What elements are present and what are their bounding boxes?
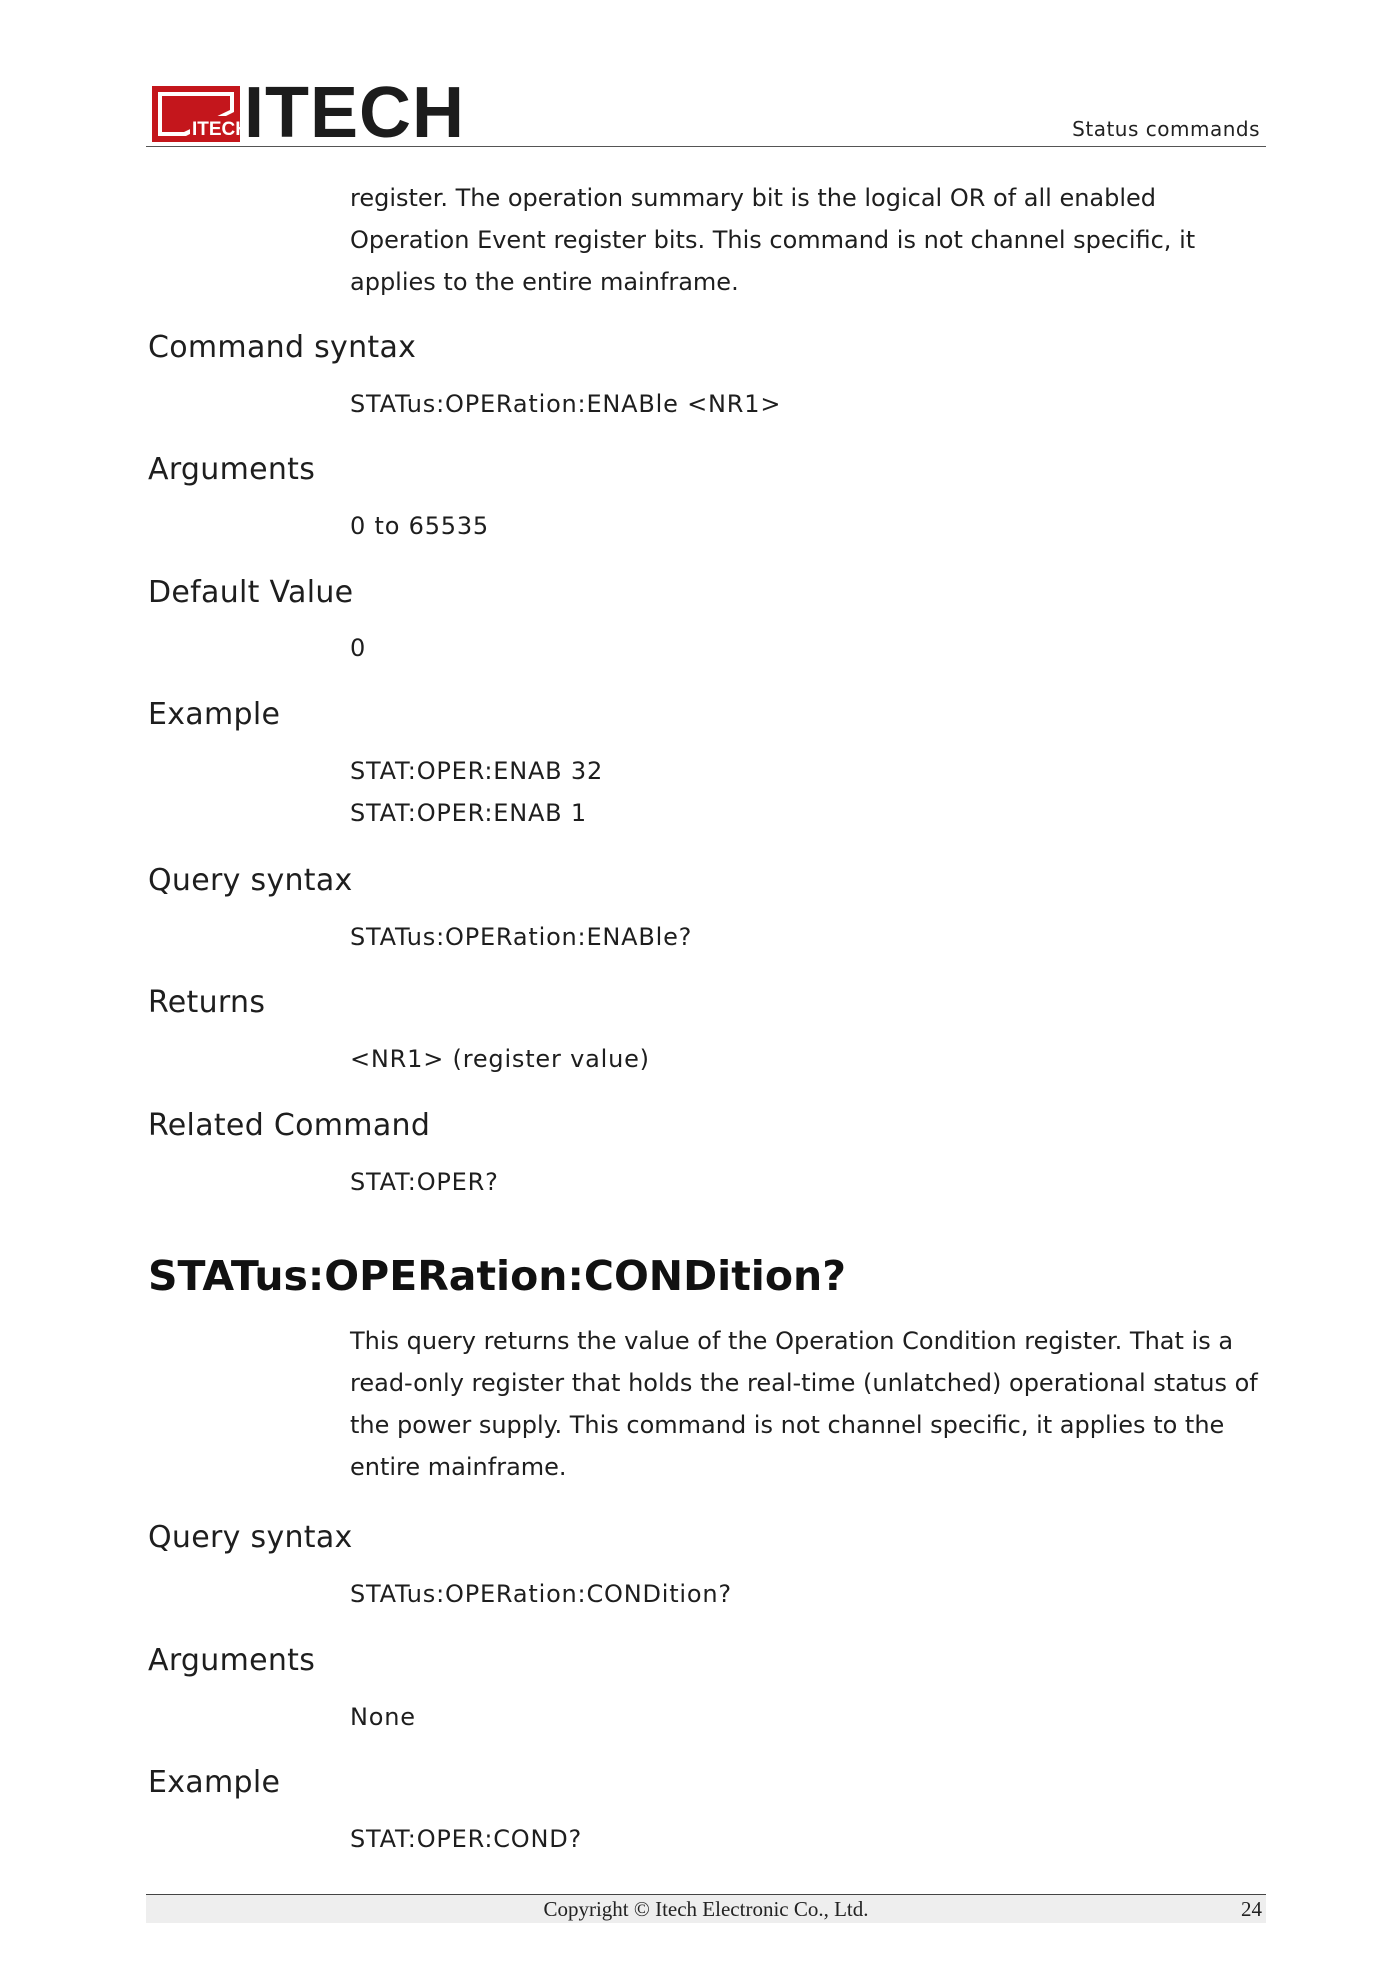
arguments-value: 0 to 65535 [350,512,489,540]
default-value-label: Default Value [148,575,354,610]
command-title: STATus:OPERation:CONDition? [148,1252,847,1300]
example-line: STAT:OPER:ENAB 32 [350,757,604,785]
returns-label: Returns [148,985,266,1020]
query-syntax-label: Query syntax [148,863,353,898]
logo-wordmark: ITECH [244,73,465,153]
command-syntax-label: Command syntax [148,330,417,365]
itech-logo-mark [152,86,249,142]
returns-value: <NR1> (register value) [350,1045,650,1073]
section-title: Status commands [1072,117,1260,141]
page-number: 24 [1241,1897,1262,1921]
page-header [146,73,1266,153]
enable-intro-paragraph: register. The operation summary bit is the logical OR of all enabled Operation Event register bits. This command is not channel specific, it applies to the entire mainframe. [350,184,1196,296]
related-command-value: STAT:OPER? [350,1168,499,1196]
example-line: STAT:OPER:COND? [350,1825,583,1853]
command-syntax-value: STATus:OPERation:ENABle <NR1> [350,390,782,418]
page-footer [146,1894,1266,1923]
example-label: Example [148,697,281,732]
condition-description: This query returns the value of the Operation Condition register. That is a read-only register that holds the real-time (unlatched) operational status of the power supply. This command is not channel specific, it applies to the entire mainframe. [350,1327,1258,1481]
example-label: Example [148,1765,281,1800]
copyright-text: Copyright © Itech Electronic Co., Ltd. [543,1897,869,1921]
arguments-label: Arguments [148,1643,316,1678]
arguments-label: Arguments [148,452,316,487]
query-syntax-value: STATus:OPERation:CONDition? [350,1580,732,1608]
svg-text:ITECH: ITECH [192,119,249,140]
example-line: STAT:OPER:ENAB 1 [350,799,587,827]
query-syntax-label: Query syntax [148,1520,353,1555]
related-command-label: Related Command [148,1108,431,1143]
arguments-value: None [350,1703,416,1731]
itech-logo [152,73,465,153]
query-syntax-value: STATus:OPERation:ENABle? [350,923,693,951]
default-value: 0 [350,634,367,662]
